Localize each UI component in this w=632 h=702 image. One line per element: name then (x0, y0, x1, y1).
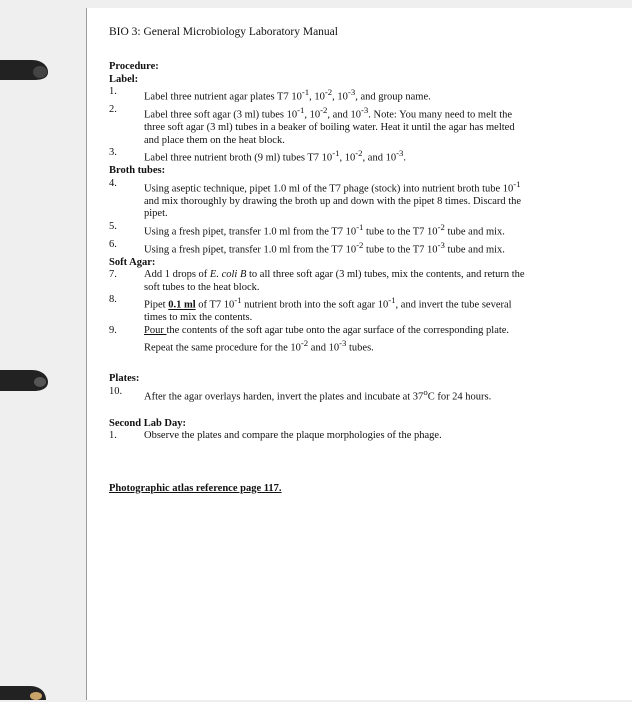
step-8: 8. Pipet 0.1 ml of T7 $10^{-1}$ nutrient broth into the soft agar $10^{-1}$, and invert the tube several times to mix the contents. (109, 294, 512, 323)
step-7: 7. Add 1 drops of E. coli B to all three soft agar (3 ml) tubes, mix the contents, and return the soft tubes to the heat block. (109, 269, 525, 293)
step-6: 6. Using a fresh pipet, transfer 1.0 ml from the T7 $10^{-2}$ tube to the T7 $10^{-3}$ tube and mix. (109, 238, 505, 255)
step-1: 1. Label three nutrient agar plates T7 $10^{-1}$, $10^{-2}$, $10^{-3}$, and group name. (109, 86, 431, 103)
plates-heading: Plates: (109, 373, 140, 384)
second-lab-day-heading: Second Lab Day: (109, 417, 187, 429)
step-4: 4. Using aseptic technique, pipet 1.0 ml of the T7 phage (stock) into nutrient broth tube $10^{-1}$ and mix thoroughly by drawing the broth up and down with the pipet 8 times. Discard the pipet. (109, 177, 522, 219)
step-5: 5. Using a fresh pipet, transfer 1.0 ml from the T7 $10^{-1}$ tube to the T7 $10^{-2}$ tube and mix. (109, 220, 505, 237)
binder-ring-top (0, 52, 52, 84)
broth-heading: Broth tubes: (109, 165, 166, 176)
manual-page (86, 8, 632, 700)
step-3: 3. Label three nutrient broth (9 ml) tubes T7 $10^{-1}$, $10^{-2}$, and $10^{-3}$. (109, 147, 406, 164)
page-header: BIO 3: General Microbiology Laboratory Manual (109, 26, 338, 38)
soft-agar-heading: Soft Agar: (109, 256, 156, 268)
procedure-content (109, 61, 529, 495)
atlas-reference: Photographic atlas reference page 117. (109, 482, 282, 494)
step-9: 9. Pour the contents of the soft agar tube onto the agar surface of the corresponding plate. Repeat the same procedure for the $10^{-2}$ and $10^{-3}$ tubes. (109, 324, 510, 354)
binder-ring-middle (0, 364, 52, 396)
second-day-step-1: 1. Observe the plates and compare the plaque morphologies of the phage. (109, 430, 442, 441)
label-heading: Label: (109, 73, 139, 85)
procedure-heading: Procedure: (109, 61, 159, 72)
step-2: 2. Label three soft agar (3 ml) tubes $10^{-1}$, $10^{-2}$, and $10^{-3}$. Note: You many need to melt the three soft agar (3 ml) tubes in a beaker of boiling water. Heat it until the agar has melted and place them on the heat block. (109, 104, 515, 146)
step-10: 10. After the agar overlays harden, invert the plates and incubate at 37$^o$C for 24 hours. (109, 385, 492, 402)
binder-ring-bottom (0, 680, 52, 702)
